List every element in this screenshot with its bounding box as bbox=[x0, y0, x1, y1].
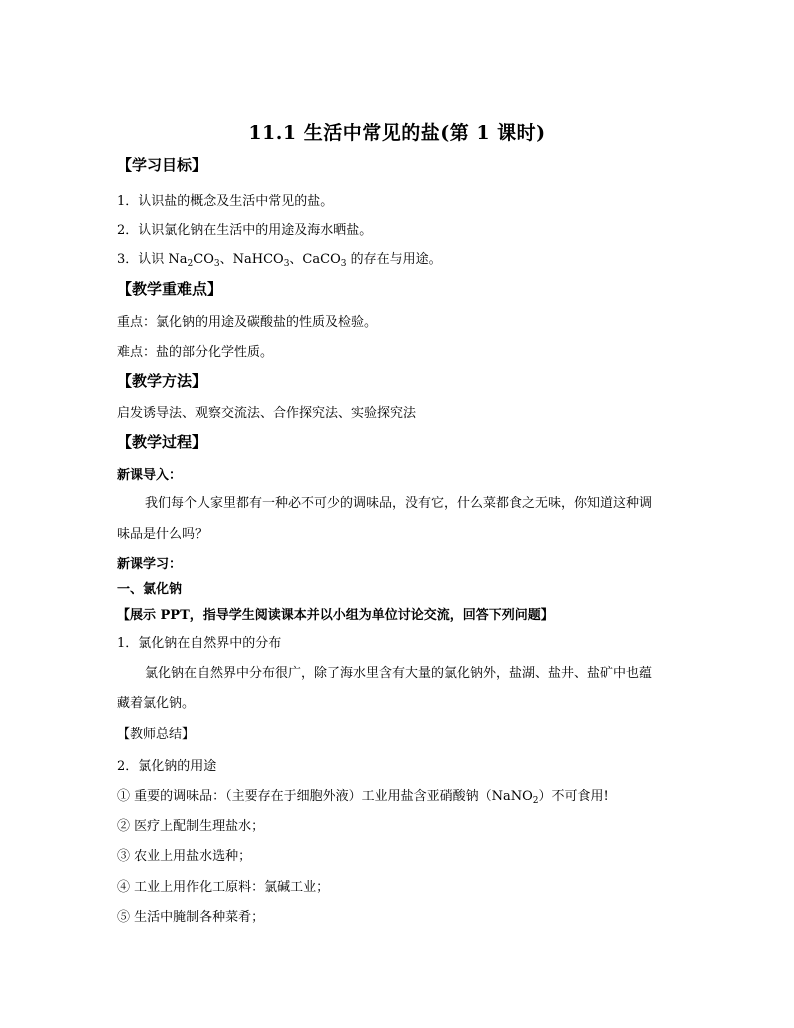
new-lesson-label: 新课学习： bbox=[117, 557, 183, 572]
goal-item-2: 2．认识氯化钠在生活中的用途及海水晒盐。 bbox=[117, 223, 373, 238]
question-1: 1．氯化钠在自然界中的分布 bbox=[117, 636, 282, 651]
page-title: 11.1 生活中常见的盐(第 1 课时) bbox=[248, 122, 546, 144]
use-item-3: ③ 农业上用盐水选种； bbox=[117, 849, 252, 864]
goal-item-3: 3．认识 $Na_2CO_3$、NaHCO$_3$、CaCO$_3$ 的存在与用途。 bbox=[117, 252, 442, 269]
methods-heading: 【教学方法】 bbox=[117, 372, 208, 390]
intro-paragraph-line-2: 味品是什么吗？ bbox=[117, 527, 209, 542]
ppt-instruction: 【展示 PPT，指导学生阅读课本并以小组为单位讨论交流，回答下列问题】 bbox=[117, 608, 554, 623]
intro-label: 新课导入： bbox=[117, 468, 183, 483]
use-item-2: ② 医疗上配制生理盐水； bbox=[117, 819, 265, 834]
intro-paragraph-line-1: 我们每个人家里都有一种必不可少的调味品，没有它，什么菜都食之无味，你知道这种调 bbox=[145, 496, 653, 511]
distribution-line-1: 氯化钠在自然界中分布很广，除了海水里含有大量的氯化钠外，盐湖、盐井、盐矿中也蕴 bbox=[145, 666, 653, 681]
use-item-4: ④ 工业上用作化工原料：氯碱工业； bbox=[117, 880, 330, 895]
focus-text: 重点：氯化钠的用途及碳酸盐的性质及检验。 bbox=[117, 315, 378, 330]
difficulty-text: 难点：盐的部分化学性质。 bbox=[117, 345, 274, 360]
section-sodium-chloride: 一、氯化钠 bbox=[117, 582, 183, 597]
use-item-1: ① 重要的调味品：（主要存在于细胞外液）工业用盐含亚硝酸钠（NaNO$_2$）不可食用! bbox=[117, 789, 609, 806]
process-heading: 【教学过程】 bbox=[117, 433, 208, 451]
distribution-line-2: 藏着氯化钠。 bbox=[117, 696, 196, 711]
use-item-5: ⑤ 生活中腌制各种菜肴； bbox=[117, 910, 265, 925]
goal-item-1: 1．认识盐的概念及生活中常见的盐。 bbox=[117, 194, 334, 209]
learning-goals-heading: 【学习目标】 bbox=[117, 156, 208, 174]
teacher-summary-label: 【教师总结】 bbox=[117, 727, 196, 742]
key-points-heading: 【教学重难点】 bbox=[117, 280, 223, 298]
question-2: 2．氯化钠的用途 bbox=[117, 759, 217, 774]
methods-text: 启发诱导法、观察交流法、合作探究法、实验探究法 bbox=[117, 406, 417, 421]
